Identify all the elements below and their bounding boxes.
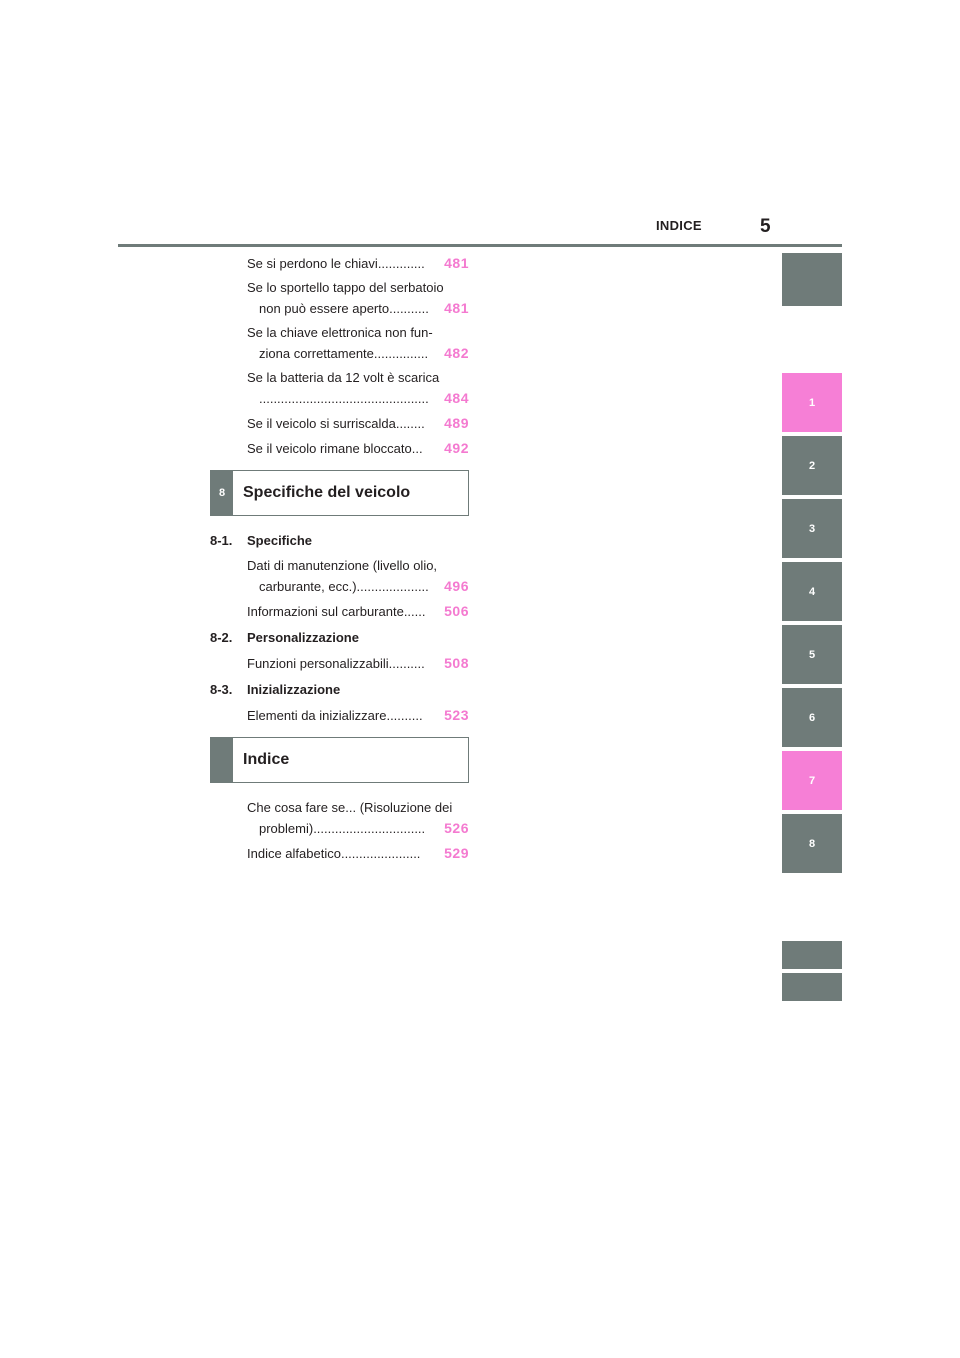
page-link[interactable]: 489 [444,415,469,431]
toc-entry[interactable]: Informazioni sul carburante ...... 506 [247,603,469,619]
side-tab-8[interactable]: 8 [782,814,842,873]
header-rule [118,244,842,247]
page-link[interactable]: 484 [444,390,469,406]
toc-entry[interactable]: Se la batteria da 12 volt è scarica ............................................... 484 [247,370,469,406]
chapter-tab [211,738,233,782]
side-tab-1[interactable]: 1 [782,373,842,432]
toc-entry[interactable]: Se si perdono le chiavi ............. 481 [247,255,469,271]
section-heading[interactable]: 8-3. Inizializzazione [210,682,341,697]
chapter-heading-indice[interactable] [210,737,469,783]
page-link[interactable]: 481 [444,300,469,316]
chapter-heading-8[interactable] [210,470,469,516]
page-link[interactable]: 529 [444,845,469,861]
side-tab-blank[interactable] [782,973,842,1001]
running-header-title: INDICE [656,218,702,233]
chapter-title: Indice [243,751,290,768]
toc-entry[interactable]: Dati di manutenzione (livello olio, carburante, ecc.) .................... 496 [247,558,469,594]
page-link[interactable]: 523 [444,707,469,723]
page-link[interactable]: 508 [444,655,469,671]
page-number: 5 [760,216,771,237]
toc-entry[interactable]: Se il veicolo si surriscalda ........ 489 [247,415,469,431]
toc-entry[interactable]: Se la chiave elettronica non fun- ziona correttamente ............... 482 [247,325,469,361]
section-heading[interactable]: 8-1. Specifiche [210,533,313,548]
toc-entry[interactable]: Elementi da inizializzare .......... 523 [247,707,469,723]
page-link[interactable]: 482 [444,345,469,361]
toc-entry[interactable]: Che cosa fare se... (Risoluzione dei problemi) ............................... 526 [247,800,469,836]
side-tab-blank[interactable] [782,253,842,306]
page-link[interactable]: 506 [444,603,469,619]
side-tab-blank[interactable] [782,941,842,969]
chapter-tab: 8 [211,471,233,515]
side-tab-4[interactable]: 4 [782,562,842,621]
page-link[interactable]: 526 [444,820,469,836]
toc-entry[interactable]: Se il veicolo rimane bloccato ... 492 [247,440,469,456]
side-tab-6[interactable]: 6 [782,688,842,747]
page-link[interactable]: 481 [444,255,469,271]
section-heading[interactable]: 8-2. Personalizzazione [210,630,359,645]
toc-entry[interactable]: Funzioni personalizzabili .......... 508 [247,655,469,671]
page-link[interactable]: 496 [444,578,469,594]
side-tab-5[interactable]: 5 [782,625,842,684]
toc-entry[interactable]: Se lo sportello tappo del serbatoio non può essere aperto ........... 481 [247,280,469,316]
side-tab-7[interactable]: 7 [782,751,842,810]
toc-entry[interactable]: Indice alfabetico ...................... 529 [247,845,469,861]
chapter-title: Specifiche del veicolo [243,484,411,501]
side-tab-2[interactable]: 2 [782,436,842,495]
side-tab-3[interactable]: 3 [782,499,842,558]
page-link[interactable]: 492 [444,440,469,456]
